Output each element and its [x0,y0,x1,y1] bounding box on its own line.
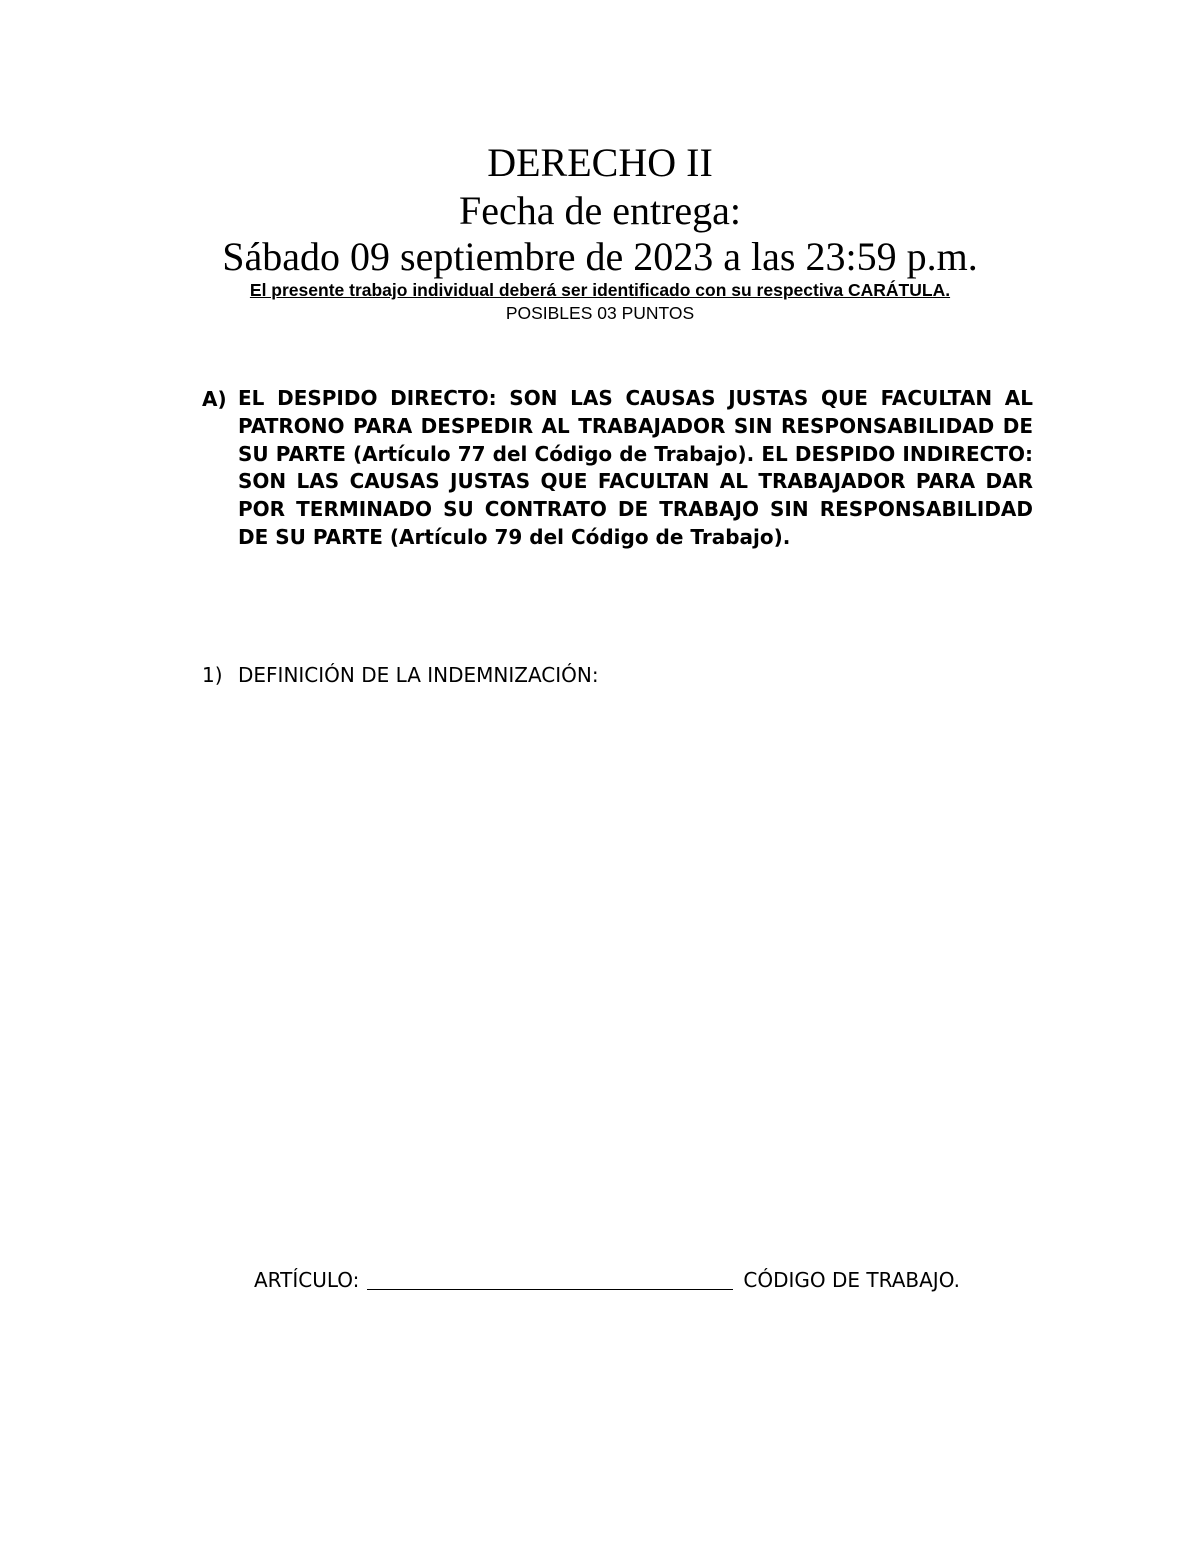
section-a-paragraph: EL DESPIDO DIRECTO: SON LAS CAUSAS JUSTAS QUE FACULTAN AL PATRONO PARA DESPEDIR AL TRABAJADOR SIN RESPONSABILIDAD DE SU PARTE (Artículo 77 del Código de Trabajo). EL DESPIDO INDIRECTO: SON LAS CAUSAS JUSTAS QUE FACULTAN AL TRABAJADOR PARA DAR POR TERMINADO SU CONTRATO DE TRABAJO SIN RESPONSABILIDAD DE SU PARTE (Artículo 79 del Código de Trabajo). [238,386,1033,549]
due-date-label: Fecha de entrega: [458,188,742,233]
indemnization-definition-heading: DEFINICIÓN DE LA INDEMNIZACIÓN: [238,663,599,687]
labor-code-label: CÓDIGO DE TRABAJO. [743,1268,960,1292]
due-date-value: Sábado 09 septiembre de 2023 a las 23:59 p.m. [222,234,978,279]
subject-title: DERECHO II [487,140,713,185]
possible-points: POSIBLES 03 PUNTOS [505,303,695,323]
section-a-marker: A) [202,387,227,411]
item-1-marker: 1) [202,663,223,687]
article-blank-field[interactable] [367,1267,733,1290]
cover-page-notice: El presente trabajo individual deberá ser identificado con su respectiva CARÁTULA. [249,280,951,300]
article-label: ARTÍCULO: [254,1268,360,1292]
article-fill-line [254,1264,960,1294]
